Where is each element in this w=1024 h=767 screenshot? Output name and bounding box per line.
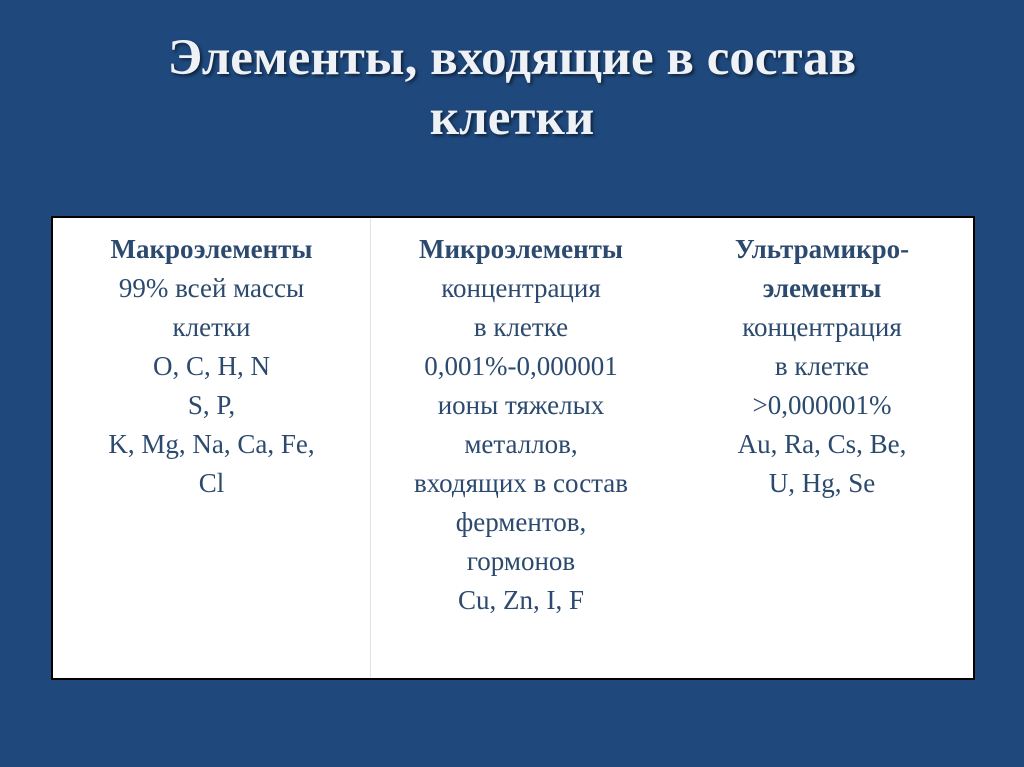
- column-heading: Микроэлементы: [418, 234, 624, 264]
- slide-title-line-1: Элементы, входящие в состав: [167, 30, 857, 86]
- column-text-line: U, Hg, Se: [768, 468, 876, 498]
- ultramicroelements-column: [671, 218, 973, 678]
- elements-table: [51, 216, 975, 680]
- column-text-line: металлов,: [464, 429, 578, 459]
- column-heading: Ультрамикро-: [734, 234, 910, 264]
- column-heading: Макроэлементы: [110, 234, 313, 264]
- column-text-line: ионы тяжелых: [437, 390, 605, 420]
- column-text-line: O, C, H, N: [152, 351, 270, 381]
- column-text-line: концентрация: [742, 312, 902, 342]
- column-heading: элементы: [762, 273, 882, 303]
- column-text-line: в клетке: [774, 351, 870, 381]
- column-text-line: S, P,: [187, 390, 236, 420]
- column-text-line: гормонов: [466, 546, 576, 576]
- column-text-line: Au, Ra, Cs, Be,: [737, 429, 907, 459]
- column-text-line: Cu, Zn, I, F: [457, 585, 584, 615]
- column-text-line: K, Mg, Na, Ca, Fe,: [108, 429, 315, 459]
- slide-title-line-2: клетки: [429, 90, 595, 146]
- column-text-line: 0,001%-0,000001: [424, 351, 618, 381]
- microelements-column: [371, 218, 671, 678]
- column-text-line: клетки: [172, 312, 251, 342]
- column-text-line: в клетке: [473, 312, 569, 342]
- macroelements-column: [53, 218, 371, 678]
- column-text-line: >0,000001%: [752, 390, 892, 420]
- slide-title: [0, 28, 1024, 148]
- column-text-line: Cl: [198, 468, 225, 498]
- column-text-line: ферментов,: [455, 507, 587, 537]
- column-text-line: входящих в состав: [413, 468, 629, 498]
- column-text-line: концентрация: [441, 273, 601, 303]
- column-text-line: 99% всей массы: [118, 273, 305, 303]
